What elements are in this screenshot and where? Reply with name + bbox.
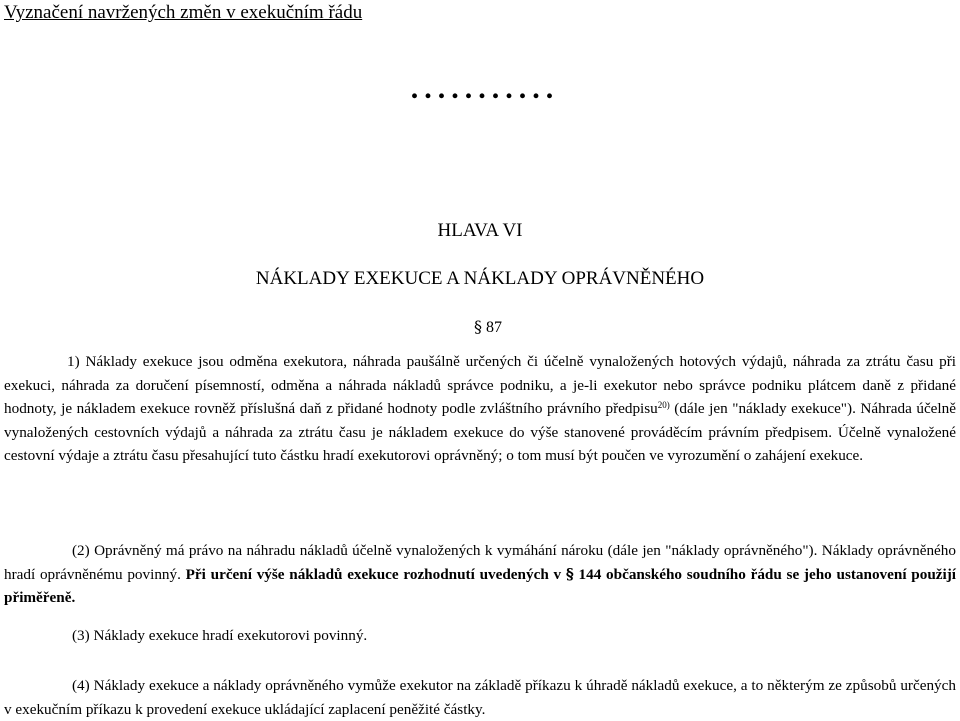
paragraph-1-text-b: (dále jen "náklady exekuce"). Náhrada účelně vynaložených cestovních výdajů a náhrada za ztrátu času je nákladem exekuce do výše stanovené prováděcím právním předpisem. Účelně vynaložené cestovní výdaje a ztrátu času přesahující tuto částku hradí exekutorovi oprávněný; o tom musí být poučen ve vyrozumění o zahájení exekuce. (4, 400, 956, 465)
footnote-reference: 20) (657, 400, 670, 411)
section-number: 87 (486, 319, 502, 336)
document-title: Vyznačení navržených změn v exekučním řádu (4, 2, 363, 23)
chapter-title: NÁKLADY EXEKUCE A NÁKLADY OPRÁVNĚNÉHO (255, 268, 705, 289)
chapter-heading: HLAVA VI (437, 220, 523, 241)
paragraph-1-text-a: 1) Náklady exekuce jsou odměna exekutora, náhrada paušálně určených či účelně vynaložených hotových výdajů, náhrada za ztrátu času při exekuci, náhrada za doručení písemností, odměna a náhrada nákladů správce podniku, a je-li exekutor nebo správce podniku plátcem daně z přidané hodnoty, je nákladem exekuce rovněž příslušná daň z přidané hodnoty podle zvláštního právního předpisu (4, 353, 956, 418)
section-symbol: § (474, 317, 482, 336)
paragraph-2-amendment-a: Při určení výše nákladů exekuce rozhodnutí uvedených v (185, 565, 566, 583)
paragraph-4: (4) Náklady exekuce a náklady oprávněného vymůže exekutor na základě příkazu k úhradě nákladů exekuce, a to některým ze způsobů určených v exekučním příkazu k provedení exekuce ukládající zaplacení peněžité částky. (4, 677, 956, 718)
omission-marker: ........... (410, 72, 560, 105)
section-heading (0, 315, 960, 340)
paragraph-3: (3) Náklady exekuce hradí exekutorovi povinný. (72, 627, 368, 644)
paragraph-2 (4, 539, 956, 610)
paragraph-2-text: (2) Oprávněný má právo na náhradu nákladů účelně vynaložených k vymáhání nároku (dále jen "náklady oprávněného"). Náklady oprávněného hradí oprávněnému povinný. (4, 542, 956, 583)
paragraph-1 (4, 350, 956, 468)
paragraph-2-section-symbol: § (565, 564, 574, 583)
paragraph-2-amendment-b: 144 občanského soudního řádu se jeho ustanovení použijí přiměřeně. (4, 565, 957, 607)
